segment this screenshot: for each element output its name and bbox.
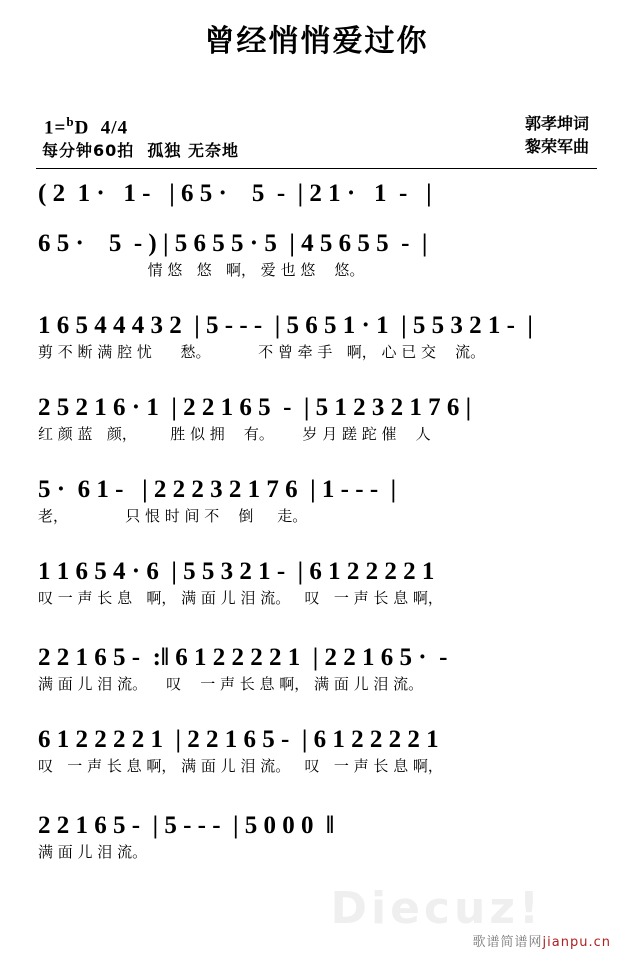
header-divider: [36, 168, 597, 169]
score-notes: 5 · 6 1 - | 2 2 2 3 2 1 7 6 | 1 - - - |: [38, 476, 397, 503]
score-line: [38, 180, 598, 211]
tempo-and-mood: [42, 138, 239, 161]
watermark-large: Diecuz!: [330, 883, 543, 934]
key-flat-symbol: b: [66, 114, 75, 129]
watermark-site: [473, 931, 611, 950]
lyricist: 郭孝坤词: [524, 114, 589, 133]
watermark-site-url: jianpu.cn: [542, 935, 611, 950]
score-notes: 2 2 1 6 5 - :‖ 6 1 2 2 2 2 1 | 2 2 1 6 5 · -: [38, 644, 448, 671]
score-line: [38, 812, 598, 861]
score-notes: 6 1 2 2 2 2 1 | 2 2 1 6 5 - | 6 1 2 2 2 2 1: [38, 726, 439, 753]
score-lyrics: 叹 一 声 长 息 啊， 满 面 儿 泪 流。 叹 一 声 长 息 啊，: [38, 588, 443, 607]
score-line: [38, 726, 598, 775]
score-line: [38, 644, 598, 693]
score-lyrics: 满 面 儿 泪 流。: [38, 842, 148, 861]
page-title: 曾经悄悄爱过你: [204, 24, 429, 59]
time-signature: 4/4: [100, 117, 129, 139]
key-prefix: 1=: [44, 117, 67, 139]
key-note: D: [74, 117, 90, 139]
score-lyrics: 满 面 儿 泪 流。 叹 一 声 长 息 啊， 满 面 儿 泪 流。: [38, 674, 424, 693]
score-line: [38, 476, 598, 525]
score-line: [38, 394, 598, 443]
score-notes: ( 2 1 · 1 - | 6 5 · 5 - | 2 1 · 1 - |: [38, 180, 432, 207]
key-signature: [44, 114, 128, 139]
mood-marking: 孤独 无奈地: [147, 141, 239, 160]
score-notes: 2 2 1 6 5 - | 5 - - - | 5 0 0 0 ‖: [38, 812, 335, 839]
score-line: [38, 230, 598, 279]
score-notes: 1 6 5 4 4 4 3 2 | 5 - - - | 5 6 5 1 · 1 | 5 5 3 2 1 - |: [38, 312, 533, 339]
tempo-marking: 每分钟60拍: [42, 141, 135, 160]
score-line: [38, 312, 598, 361]
score-lyrics: 老， 只 恨 时 间 不 倒 走。: [38, 506, 308, 525]
composer: 黎荣军曲: [524, 137, 589, 157]
score-lyrics: 情 悠 悠 啊， 爱 也 悠 悠。: [38, 260, 365, 279]
score-lyrics: 剪 不 断 满 腔 忧 愁。 不 曾 牵 手 啊， 心 已 交 流。: [38, 342, 486, 361]
score-lyrics: 叹 一 声 长 息 啊， 满 面 儿 泪 流。 叹 一 声 长 息 啊，: [38, 756, 443, 775]
score-notes: 2 5 2 1 6 · 1 | 2 2 1 6 5 - | 5 1 2 3 2 1 7 6 |: [38, 394, 472, 421]
score-notes: 1 1 6 5 4 · 6 | 5 5 3 2 1 - | 6 1 2 2 2 2 1: [38, 558, 435, 585]
watermark-site-name: 歌谱简谱网: [472, 935, 543, 950]
score-line: [38, 558, 598, 607]
score-lyrics: 红 颜 蓝 颜， 胜 似 拥 有。 岁 月 蹉 跎 催 人: [38, 424, 431, 443]
score-notes: 6 5 · 5 - ) | 5 6 5 5 · 5 | 4 5 6 5 5 - |: [38, 230, 428, 257]
credits: [525, 112, 589, 158]
